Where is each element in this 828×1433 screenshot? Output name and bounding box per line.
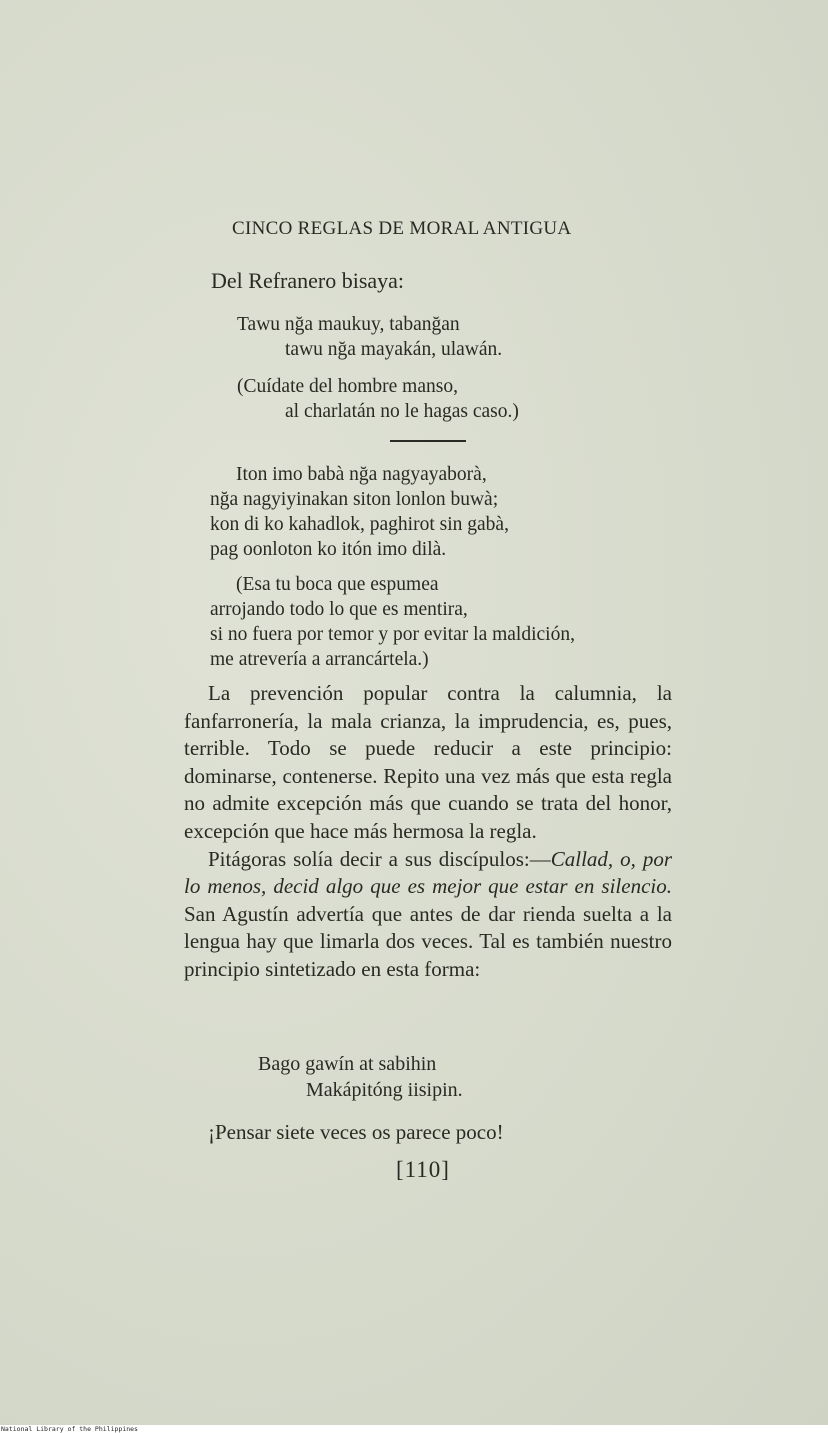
paragraph-2-quote: Callad, o, por lo menos, decid algo que es mejor que estar en silencio. (184, 846, 672, 899)
body-text (184, 680, 672, 984)
section-subheading: Del Refranero bisaya: (211, 268, 405, 293)
proverb-3-line-2: Makápitóng iisipin. (306, 1079, 463, 1101)
paragraph-1: La prevención popular contra la calumnia, la fanfarronería, la mala crianza, la imprudencia, es, pues, terrible. Todo se puede reducir a este principio: dominarse, contenerse. Repito una vez más que esta regla no admite excepción más que cuando se trata del honor, excepción que hace más hermosa la regla. (184, 681, 672, 843)
proverb-1-line-2: tawu nğa mayakán, ulawán. (285, 339, 503, 360)
translation-1-line-1: (Cuídate del hombre manso, (237, 376, 458, 397)
proverb-3-line-1: Bago gawín at sabihin (258, 1053, 437, 1075)
proverb-2-line-2: nğa nagyiyinakan siton lonlon buwà; (210, 489, 499, 510)
paragraph-2-intro: Pitágoras solía decir a sus discípulos:— (208, 846, 551, 871)
running-title: CINCO REGLAS DE MORAL ANTIGUA (232, 218, 572, 239)
paragraph-2 (184, 846, 672, 984)
proverb-2-line-3: kon di ko kahadlok, paghirot sin gabà, (210, 514, 509, 535)
section-divider (390, 440, 466, 442)
footer-watermark: National Library of the Philippines (1, 1425, 138, 1433)
page-number: [110] (396, 1157, 450, 1182)
proverb-2-line-1: Iton imo babà nğa nagyayaborà, (236, 464, 487, 485)
translation-2-line-2: arrojando todo lo que es mentira, (210, 599, 468, 620)
translation-1-line-2: al charlatán no le hagas caso.) (285, 401, 519, 422)
translation-2-line-1: (Esa tu boca que espumea (236, 574, 439, 595)
translation-2-line-3: si no fuera por temor y por evitar la maldición, (210, 624, 575, 645)
translation-2-line-4: me atrevería a arrancártela.) (210, 649, 429, 670)
proverb-2-line-4: pag oonloton ko itón imo dilà. (210, 539, 447, 560)
closing-line: ¡Pensar siete veces os parece poco! (208, 1120, 504, 1144)
paragraph-2-rest: San Agustín advertía que antes de dar rienda suelta a la lengua hay que limarla dos veces. Tal es también nuestro principio sintetizado en esta forma: (184, 901, 672, 981)
proverb-1-line-1: Tawu nğa maukuy, tabanğan (237, 314, 460, 335)
